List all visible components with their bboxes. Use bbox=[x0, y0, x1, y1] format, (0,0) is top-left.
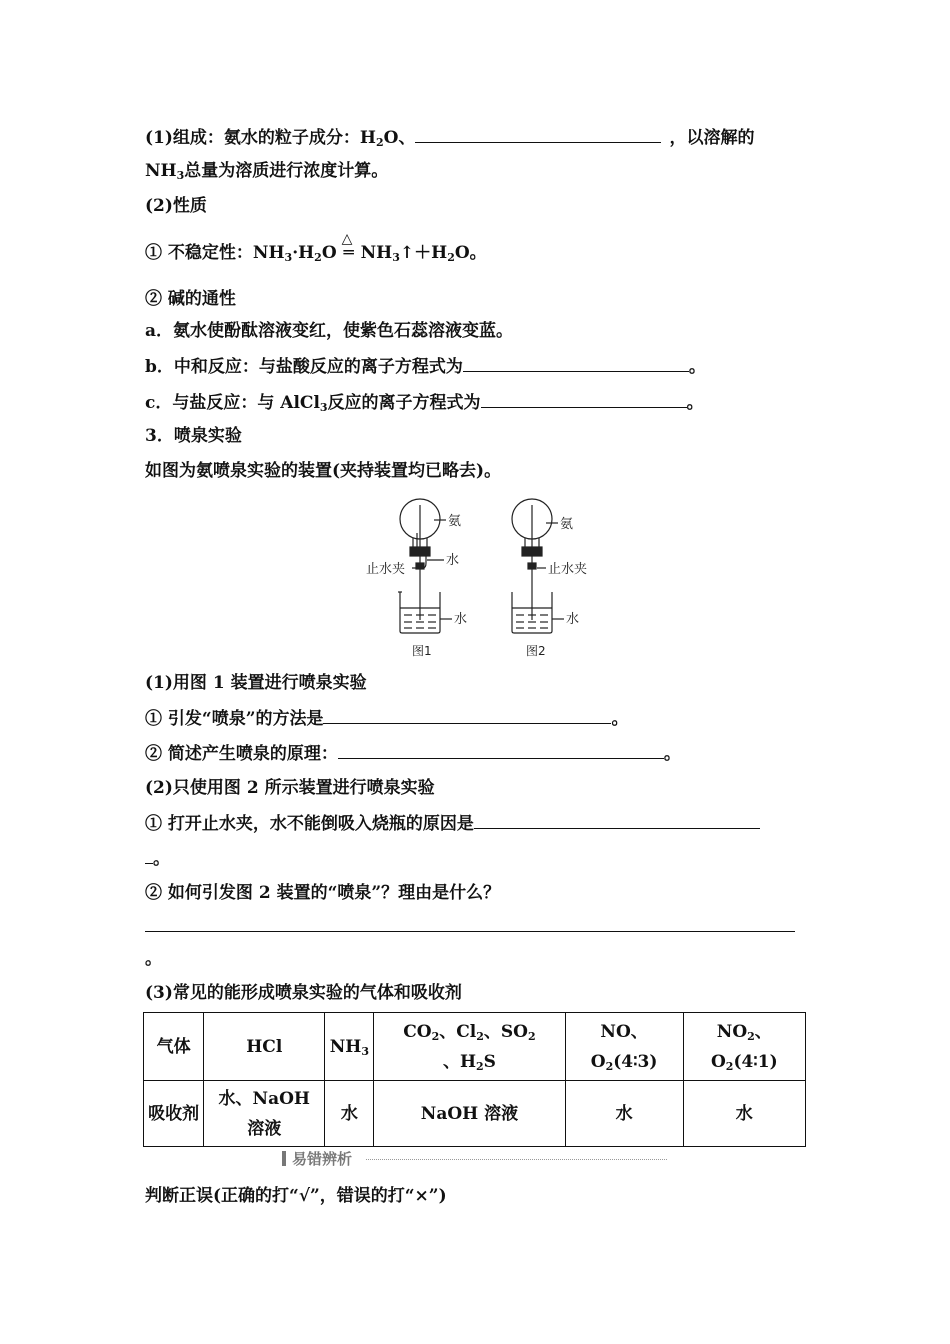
table-cell: HCl bbox=[204, 1013, 325, 1081]
properties-heading: (2)性质 bbox=[145, 196, 207, 216]
gas-absorbent-table bbox=[143, 1012, 806, 1147]
figure2-caption: 图2 bbox=[526, 644, 546, 658]
answer-blank[interactable] bbox=[415, 126, 661, 143]
table-row bbox=[144, 1013, 806, 1081]
fig2-clamp-label: 止水夹 bbox=[548, 562, 588, 577]
fig1-ammonia-label: 氨 bbox=[448, 514, 462, 529]
fig1-water-label: 水 bbox=[446, 553, 460, 568]
reason-line-end: 。 bbox=[145, 847, 170, 870]
fig1-beaker-water-label: 水 bbox=[454, 612, 468, 627]
table-cell: $NO_2$、$O_2(4∶1)$ bbox=[683, 1013, 805, 1081]
table-cell: 水 bbox=[565, 1081, 683, 1147]
figure1-caption: 图1 bbox=[412, 644, 432, 658]
long-answer-end: 。 bbox=[145, 949, 162, 969]
table-header-absorbent: 吸收剂 bbox=[144, 1081, 204, 1147]
table-header-gas: 气体 bbox=[144, 1013, 204, 1081]
section-title: 易错辨析 bbox=[292, 1150, 353, 1168]
sub-question-3: (3)常见的能形成喷泉实验的气体和吸收剂 bbox=[145, 983, 462, 1003]
instability-line: ① 不稳定性：$NH_3\cdot H_2O$ △ ═ $NH_3↑+H_2O$。 bbox=[145, 231, 487, 264]
table-cell: 水 bbox=[683, 1081, 805, 1147]
fountain-apparatus-figure bbox=[360, 495, 600, 660]
fountain-heading: 3．喷泉实验 bbox=[145, 426, 242, 446]
sub-question-2: (2)只使用图 2 所示装置进行喷泉实验 bbox=[145, 778, 435, 798]
table-row bbox=[144, 1081, 806, 1147]
sub-question-1: (1)用图 1 装置进行喷泉实验 bbox=[145, 673, 367, 693]
banner-divider bbox=[366, 1159, 667, 1160]
fig2-ammonia-label: 氨 bbox=[560, 517, 574, 532]
answer-blank[interactable] bbox=[145, 915, 795, 932]
composition-line-2: $NH_3$总量为溶质进行浓度计算。 bbox=[145, 161, 389, 182]
table-cell: $NH_3$ bbox=[325, 1013, 374, 1081]
how-to-trigger-question: ② 如何引发图 2 装置的“喷泉”？理由是什么？ bbox=[145, 883, 501, 903]
table-cell: $CO_2$、$Cl_2$、$SO_2$ 、$H_2S$ bbox=[374, 1013, 565, 1081]
table-cell: 水、NaOH 溶液 bbox=[204, 1081, 325, 1147]
table-cell: NO、$O_2(4∶3)$ bbox=[565, 1013, 683, 1081]
fig1-clamp-label: 止水夹 bbox=[366, 562, 406, 577]
judge-instruction: 判断正误(正确的打“√”，错误的打“×”) bbox=[145, 1186, 447, 1206]
table-cell: 水 bbox=[325, 1081, 374, 1147]
alkali-heading: ② 碱的通性 bbox=[145, 289, 236, 309]
fig2-beaker-water-label: 水 bbox=[566, 612, 580, 627]
answer-blank[interactable] bbox=[323, 707, 611, 724]
heat-equals-sign: △ ═ bbox=[341, 231, 354, 263]
trigger-method-line: ① 引发“喷泉”的方法是 。 bbox=[145, 709, 629, 729]
long-answer-line bbox=[145, 915, 795, 938]
answer-blank[interactable] bbox=[481, 391, 687, 408]
item-c: c．与盐反应：与 AlCl$_3$反应的离子方程式为 。 bbox=[145, 393, 704, 414]
answer-blank[interactable] bbox=[463, 355, 689, 372]
reason-line: ① 打开止水夹，水不能倒吸入烧瓶的原因是 bbox=[145, 812, 760, 835]
banner-marker bbox=[282, 1151, 286, 1166]
table-cell: NaOH 溶液 bbox=[374, 1081, 565, 1147]
section-banner bbox=[282, 1148, 667, 1170]
composition-line: (1)组成：氨水的粒子成分：$H_2O$、 ，以溶解的 bbox=[145, 128, 755, 149]
item-b: b．中和反应：与盐酸反应的离子方程式为 。 bbox=[145, 357, 706, 377]
answer-blank[interactable] bbox=[338, 742, 664, 759]
item-a: a．氨水使酚酞溶液变红，使紫色石蕊溶液变蓝。 bbox=[145, 321, 514, 341]
answer-blank[interactable] bbox=[474, 812, 760, 829]
principle-line: ② 简述产生喷泉的原理： 。 bbox=[145, 744, 681, 764]
answer-blank[interactable] bbox=[145, 847, 153, 864]
figure-intro: 如图为氨喷泉实验的装置(夹持装置均已略去)。 bbox=[145, 461, 502, 481]
